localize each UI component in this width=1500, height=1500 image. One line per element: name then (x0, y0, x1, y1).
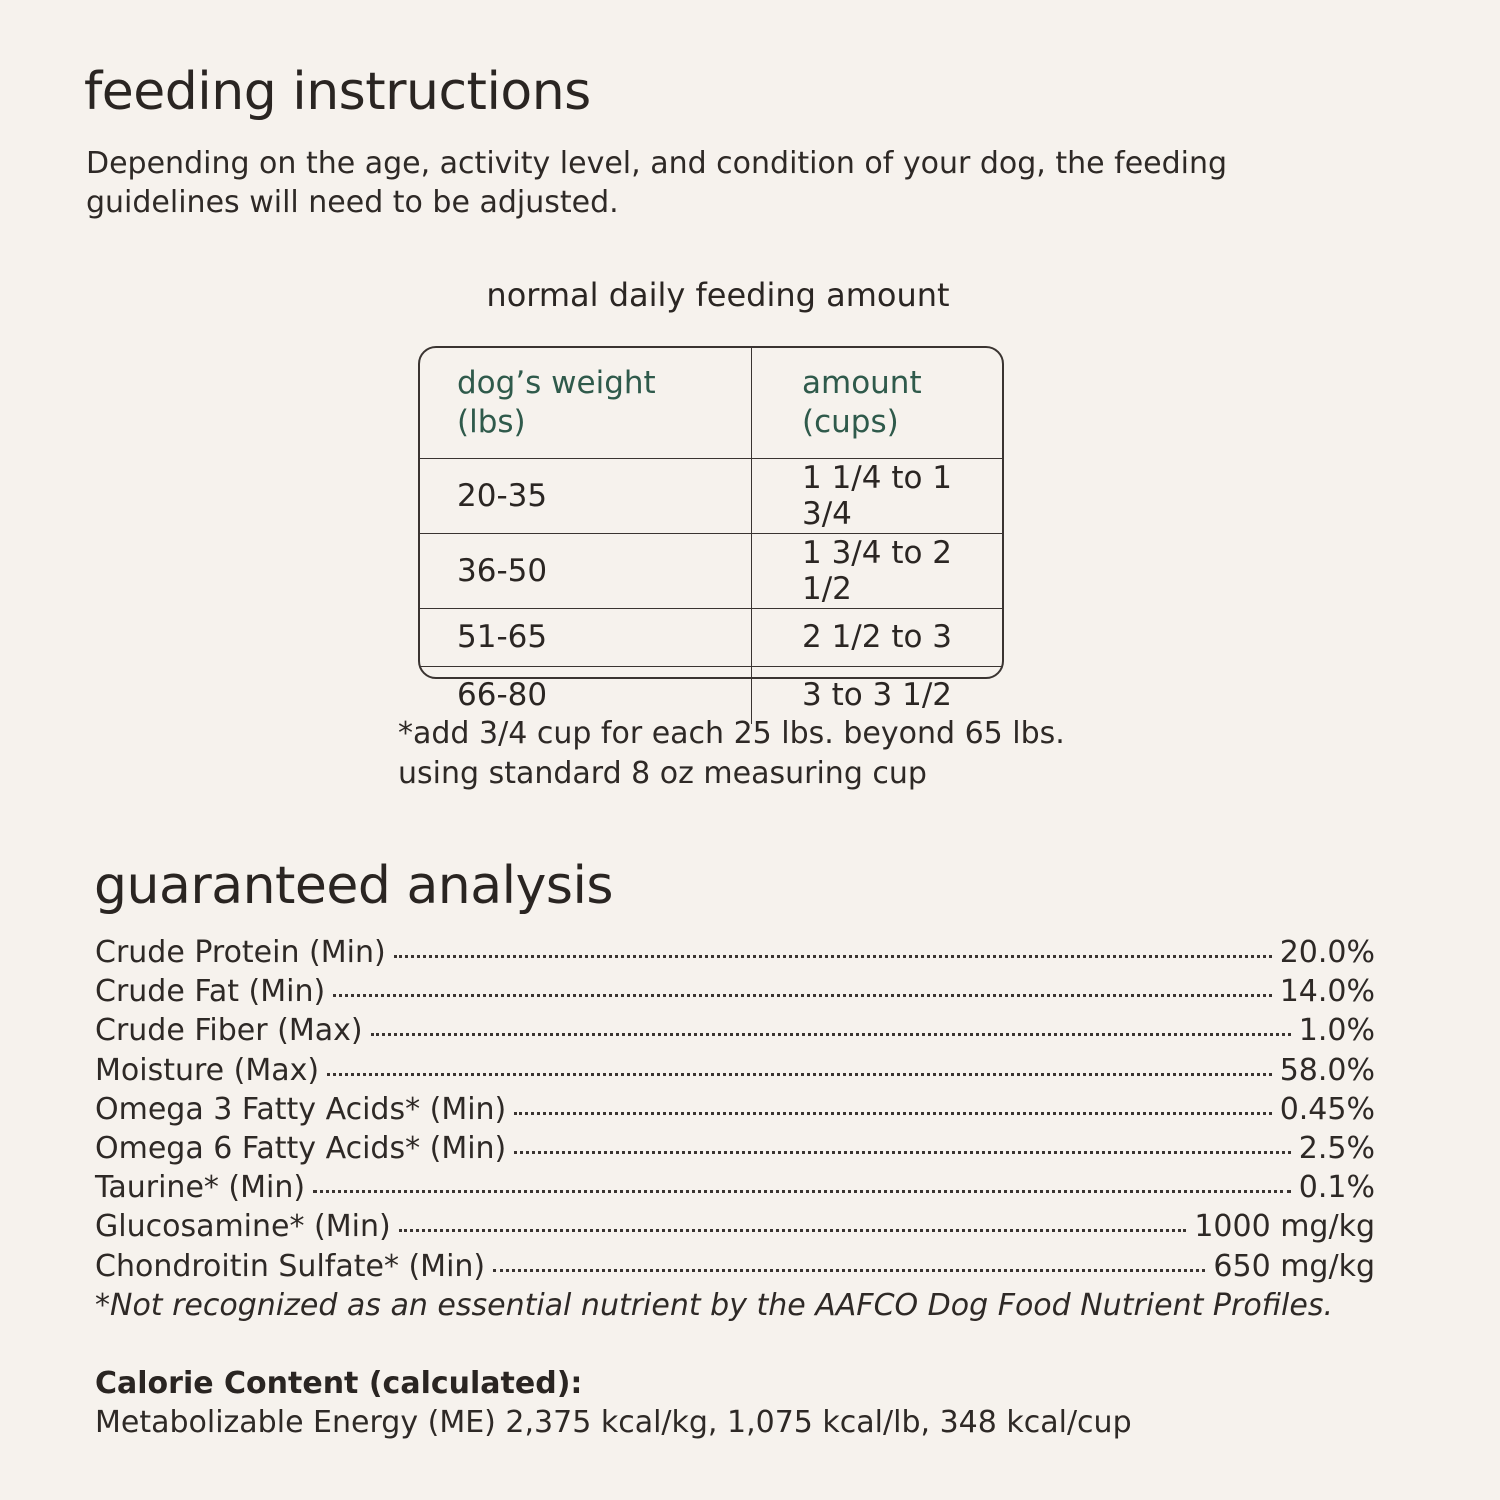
dot-leader (327, 1073, 1272, 1076)
dot-leader (394, 955, 1272, 958)
analysis-row (95, 1092, 1375, 1131)
analysis-label: Chondroitin Sulfate* (Min) (95, 1248, 486, 1284)
analysis-label: Taurine* (Min) (95, 1170, 306, 1206)
feeding-instructions-title: feeding instructions (84, 62, 591, 122)
analysis-list (95, 935, 1375, 1288)
analysis-label: Glucosamine* (Min) (95, 1209, 391, 1245)
calorie-heading: Calorie Content (calculated): (95, 1366, 583, 1401)
analysis-row (95, 1249, 1375, 1288)
feeding-intro-text: Depending on the age, activity level, and condition of your dog, the feeding guidelines will need to be adjusted. (86, 146, 1228, 220)
amount-cell: 3 to 3 1/2 (752, 666, 1003, 724)
feeding-note-line: using standard 8 oz measuring cup (398, 756, 927, 791)
column-header-amount: amount (cups) (752, 348, 1003, 458)
dot-leader (313, 1190, 1291, 1193)
amount-cell: 1 1/4 to 1 3/4 (752, 458, 1003, 533)
analysis-value: 0.1% (1298, 1170, 1375, 1206)
analysis-label: Moisture (Max) (95, 1052, 320, 1088)
weight-cell: 36-50 (420, 533, 752, 608)
analysis-value: 0.45% (1279, 1091, 1375, 1127)
weight-cell: 51-65 (420, 608, 752, 666)
feeding-note-line: *add 3/4 cup for each 25 lbs. beyond 65 lbs. (398, 716, 1065, 751)
table-row (420, 458, 1002, 533)
analysis-value: 2.5% (1298, 1130, 1375, 1166)
analysis-value: 1000 mg/kg (1194, 1209, 1375, 1245)
guaranteed-analysis-title: guaranteed analysis (94, 856, 613, 916)
analysis-row (95, 1131, 1375, 1170)
table-caption: normal daily feeding amount (486, 276, 950, 314)
dot-leader (514, 1112, 1271, 1115)
column-header-weight: dog’s weight (lbs) (420, 348, 752, 458)
dot-leader (514, 1151, 1291, 1154)
weight-cell: 20-35 (420, 458, 752, 533)
analysis-label: Omega 3 Fatty Acids* (Min) (95, 1091, 507, 1127)
feeding-table (418, 346, 1004, 713)
amount-cell: 2 1/2 to 3 (752, 608, 1003, 666)
dot-leader (371, 1033, 1291, 1036)
calorie-text: Metabolizable Energy (ME) 2,375 kcal/kg, 1,075 kcal/lb, 348 kcal/cup (95, 1405, 1132, 1440)
analysis-row (95, 1209, 1375, 1248)
amount-cell: 1 3/4 to 2 1/2 (752, 533, 1003, 608)
weight-cell: 66-80 (420, 666, 752, 724)
analysis-value: 650 mg/kg (1213, 1248, 1375, 1284)
analysis-row (95, 1053, 1375, 1092)
analysis-value: 1.0% (1298, 1013, 1375, 1049)
table-header-row (420, 348, 1002, 458)
analysis-row (95, 1013, 1375, 1052)
analysis-label: Omega 6 Fatty Acids* (Min) (95, 1130, 507, 1166)
dot-leader (399, 1229, 1187, 1232)
table-row (420, 608, 1002, 666)
analysis-row (95, 974, 1375, 1013)
analysis-value: 20.0% (1279, 935, 1375, 970)
dot-leader (493, 1269, 1205, 1272)
table-row (420, 533, 1002, 608)
analysis-row (95, 935, 1375, 974)
analysis-label: Crude Fat (Min) (95, 974, 326, 1010)
analysis-label: Crude Protein (Min) (95, 935, 386, 970)
aafco-footnote: *Not recognized as an essential nutrient by the AAFCO Dog Food Nutrient Profiles. (95, 1288, 1334, 1323)
analysis-row (95, 1170, 1375, 1209)
dot-leader (333, 994, 1272, 997)
analysis-value: 14.0% (1279, 974, 1375, 1010)
analysis-label: Crude Fiber (Max) (95, 1013, 363, 1049)
feeding-note (398, 714, 1065, 794)
analysis-value: 58.0% (1279, 1052, 1375, 1088)
